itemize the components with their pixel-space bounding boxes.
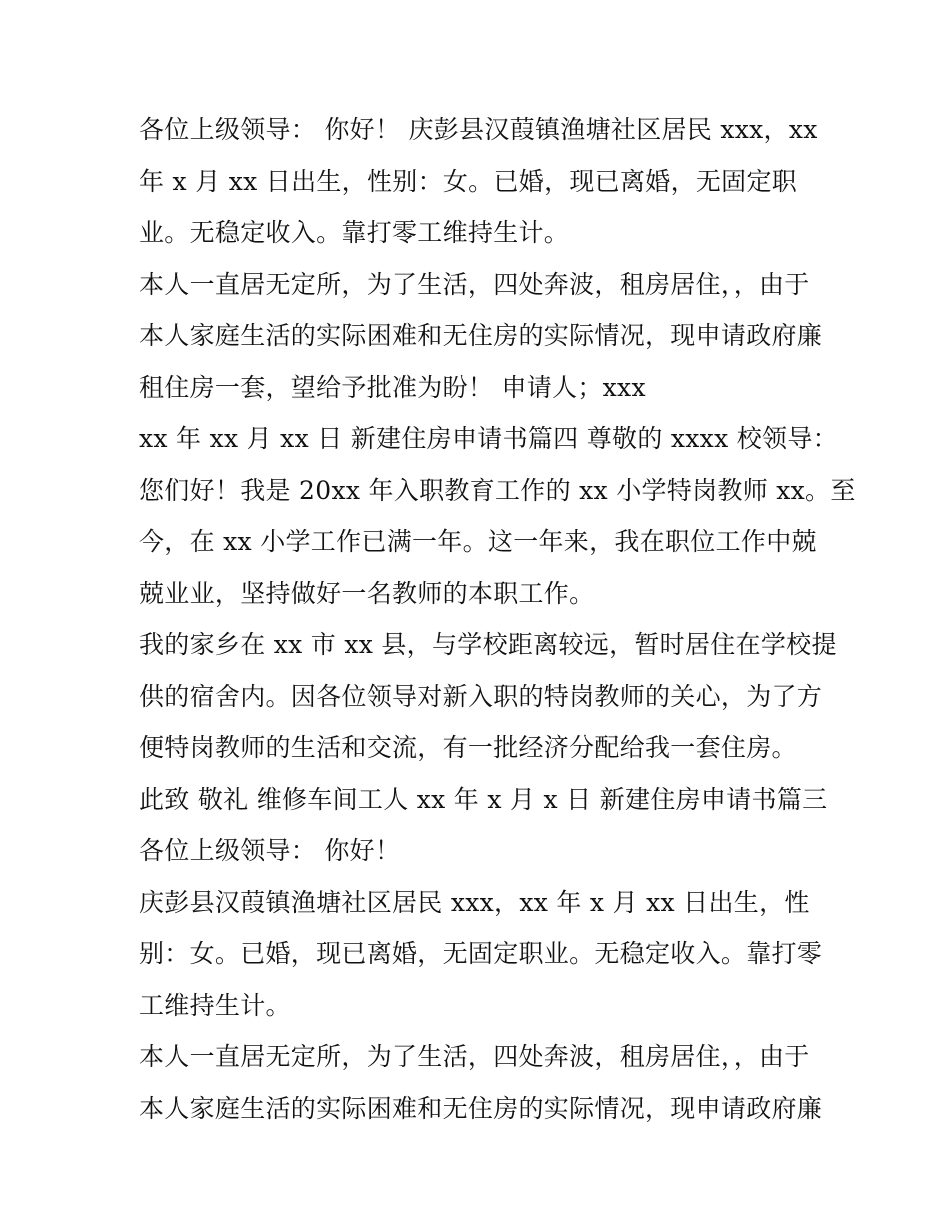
text-line: 便特岗教师的生活和交流，有一批经济分配给我一套住房。 <box>139 733 797 762</box>
text-line: 兢业业，坚持做好一名教师的本职工作。 <box>139 578 595 608</box>
text-line: 您们好！我是 20xx 年入职教育工作的 xx 小学特岗教师 xx。至 <box>139 475 856 505</box>
text-line: 本人家庭生活的实际困难和无住房的实际情况，现申请政府廉 <box>139 1093 823 1123</box>
text-line: 各位上级领导： 你好！ 庆彭县汉葭镇渔塘社区居民 xxx，xx <box>139 115 818 144</box>
text-line: 供的宿舍内。因各位领导对新入职的特岗教师的关心，为了方 <box>139 681 823 711</box>
text-line: xx 年 xx 月 xx 日 新建住房申请书篇四 尊敬的 xxxx 校领导： <box>139 424 838 453</box>
text-line: 我的家乡在 xx 市 xx 县，与学校距离较远，暂时居住在学校提 <box>139 630 837 659</box>
text-line: 本人家庭生活的实际困难和无住房的实际情况，现申请政府廉 <box>139 321 823 350</box>
text-line: 别：女。已婚，现已离婚，无固定职业。无稳定收入。靠打零 <box>139 939 823 968</box>
text-line: 本人一直居无定所，为了生活，四处奔波，租房居住，，由于 <box>139 269 810 299</box>
text-line: 租住房一套，望给予批准为盼！ 申请人；xxx <box>139 372 646 402</box>
text-line: 此致 敬礼 维修车间工人 xx 年 x 月 x 日 新建住房申请书篇三 <box>139 784 828 814</box>
text-line: 本人一直居无定所，为了生活，四处奔波，租房居住，，由于 <box>139 1042 810 1071</box>
text-line: 各位上级领导： 你好！ <box>139 836 401 865</box>
text-line: 工维持生计。 <box>139 990 291 1020</box>
text-line: 庆彭县汉葭镇渔塘社区居民 xxx，xx 年 x 月 xx 日出生，性 <box>139 887 810 917</box>
text-line: 今，在 xx 小学工作已满一年。这一年来，我在职位工作中兢 <box>139 527 817 556</box>
document-body <box>139 110 856 1140</box>
text-line: 业。无稳定收入。靠打零工维持生计。 <box>139 218 570 247</box>
text-line: 年 x 月 xx 日出生，性别：女。已婚，现已离婚，无固定职 <box>139 166 798 196</box>
